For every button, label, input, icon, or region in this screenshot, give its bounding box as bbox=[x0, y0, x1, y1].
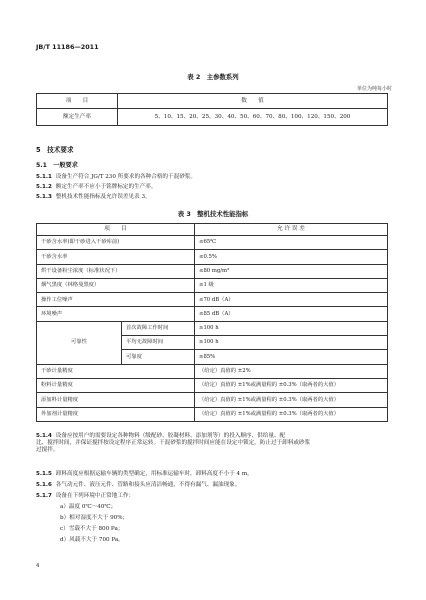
list-item: d）风载不大于 700 Pa。 bbox=[60, 537, 124, 543]
clause-text-line: 比、搅拌时间，并保证搅拌按设定程序正常运转。干混砂浆的搅拌时间应能在设定中锁定，防止过于卸料或砂浆 bbox=[36, 439, 311, 446]
list-item: b）相对湿度不大于 90%； bbox=[60, 515, 129, 521]
clause-text: 各气动元件、液压元件、管路和接头应清洁畅通，不得有漏气、漏油现象。 bbox=[55, 482, 241, 488]
table3-row-value: ≥100 h bbox=[195, 336, 388, 350]
table2-col-item: 项 目 bbox=[37, 94, 118, 109]
table3-col-value: 允 许 误 差 bbox=[195, 224, 388, 236]
table3-caption: 表 3 整机技术性能指标 bbox=[177, 210, 249, 218]
clause-number: 5.1.4 bbox=[36, 433, 52, 439]
clause-text: 设备在下列环境中正常地工作： bbox=[55, 493, 135, 499]
clause-text: 卸料高度应根据运输车辆的类型确定，用标准运输车时，卸料高度不小于 4 m。 bbox=[55, 471, 253, 477]
table-row bbox=[37, 250, 388, 264]
clause-text-line: 过搅拌。 bbox=[36, 446, 59, 453]
table2-row-label: 额定生产率 bbox=[37, 109, 118, 126]
clause-5-1-5 bbox=[36, 471, 392, 478]
table3-row-label: 添加料计量精度 bbox=[37, 393, 195, 407]
page-number: 4 bbox=[36, 563, 40, 569]
section-heading-5-1: 5.1 一般要求 bbox=[36, 162, 78, 169]
table3-row-value: ≥100 h bbox=[195, 321, 388, 335]
table2-col-value: 数 值 bbox=[118, 94, 388, 109]
table3-row-label: 外加剂计量精度 bbox=[37, 407, 195, 421]
table-row bbox=[37, 378, 388, 392]
table-row bbox=[37, 264, 388, 278]
table-header-row bbox=[37, 224, 388, 236]
table3-row-label: 烘干设备粉尘浓度（标准状况下） bbox=[37, 264, 195, 278]
table3-row-value: ≥85% bbox=[195, 350, 388, 364]
table-row bbox=[37, 109, 388, 126]
table3-row-value: ≤1 级 bbox=[195, 278, 388, 292]
table-row bbox=[37, 407, 388, 421]
table3-row-value: （给定）真值的 ±1%或满量程的 ±0.3%（取两者的大值） bbox=[195, 378, 388, 392]
clause-5-1-4 bbox=[36, 433, 392, 454]
table3-row-label: 操作工位噪声 bbox=[37, 293, 195, 307]
clause-number: 5.1.3 bbox=[36, 194, 52, 200]
table3-row-label: 环境噪声 bbox=[37, 307, 195, 321]
clause-number: 5.1.7 bbox=[36, 493, 52, 499]
clause-number: 5.1.2 bbox=[36, 184, 52, 190]
clause-5-1-3 bbox=[36, 194, 392, 201]
table3-row-label: 粉料计量精度 bbox=[37, 378, 195, 392]
table-row bbox=[37, 307, 388, 321]
table2-row-value: 5、10、15、20、25、30、40、50、60、70、80、100、120、150、200 bbox=[118, 109, 388, 126]
table3-row-value: （给定）真值的 ±1%或满量程的 ±0.3%（取两者的大值） bbox=[195, 407, 388, 421]
table3-performance-indexes bbox=[36, 223, 388, 422]
table3-col-item: 项 目 bbox=[37, 224, 195, 236]
clause-5-1-6 bbox=[36, 482, 392, 489]
table-row bbox=[37, 364, 388, 378]
table3-row-value: ≤0.5% bbox=[195, 250, 388, 264]
table2-main-parameters bbox=[36, 93, 388, 126]
clause-text: 额定生产率不应小于铭牌标定的生产率。 bbox=[55, 184, 157, 190]
table2-caption: 表 2 主参数系列 bbox=[187, 73, 239, 81]
table-row bbox=[37, 393, 388, 407]
table3-reliability-label: 可靠性 bbox=[37, 321, 122, 364]
table3-row-label: 烟气黑度（林格曼黑度） bbox=[37, 278, 195, 292]
standard-code: JB/T 11186—2011 bbox=[36, 43, 99, 51]
table2-unit-note: 单位为吨每小时 bbox=[356, 86, 392, 92]
clause-number: 5.1.5 bbox=[36, 471, 52, 477]
table3-sub-label: 首次故障工作时间 bbox=[122, 321, 195, 335]
table3-row-value: ≤65℃ bbox=[195, 236, 388, 250]
table-row bbox=[37, 293, 388, 307]
table3-row-value: （给定）真值的 ±1%或满量程的 ±0.3%（取两者的大值） bbox=[195, 393, 388, 407]
clause-text: 设备生产符合 JG/T 230 所要求的各种合格的干混砂浆。 bbox=[55, 174, 196, 180]
list-item: a）温度 0℃～40℃； bbox=[60, 504, 117, 510]
clause-5-1-7 bbox=[36, 493, 392, 500]
table3-row-label: 干砂含水率 bbox=[37, 250, 195, 264]
table-row bbox=[37, 278, 388, 292]
table-row bbox=[37, 236, 388, 250]
table-header-row bbox=[37, 94, 388, 109]
table3-row-value: ≤85 dB（A） bbox=[195, 307, 388, 321]
table3-row-value: ≤80 mg/m³ bbox=[195, 264, 388, 278]
clause-text-line: 设备应按用户的需要设定各种物料（级配砂、胶凝材料、添加剂等）的投入顺序、供给量、配 bbox=[55, 433, 286, 439]
clause-text: 整机技术性能指标及允许误差见表 3。 bbox=[55, 194, 151, 200]
table-row bbox=[37, 321, 388, 335]
table3-row-value: ≤70 dB（A） bbox=[195, 293, 388, 307]
table3-row-value: （给定）真值的 ±2% bbox=[195, 364, 388, 378]
table3-row-label: 干砂计量精度 bbox=[37, 364, 195, 378]
section-heading-5: 5 技术要求 bbox=[36, 146, 74, 154]
table3-sub-label: 可靠度 bbox=[122, 350, 195, 364]
clause-number: 5.1.6 bbox=[36, 482, 52, 488]
table3-sub-label: 平均无故障时间 bbox=[122, 336, 195, 350]
clause-number: 5.1.1 bbox=[36, 174, 52, 180]
table3-row-label: 干砂含水率(即干砂进入干砂库前) bbox=[37, 236, 195, 250]
clause-5-1-2 bbox=[36, 184, 392, 191]
list-item: c）雪载不大于 800 Pa； bbox=[60, 526, 124, 532]
clause-5-1-1 bbox=[36, 174, 392, 181]
